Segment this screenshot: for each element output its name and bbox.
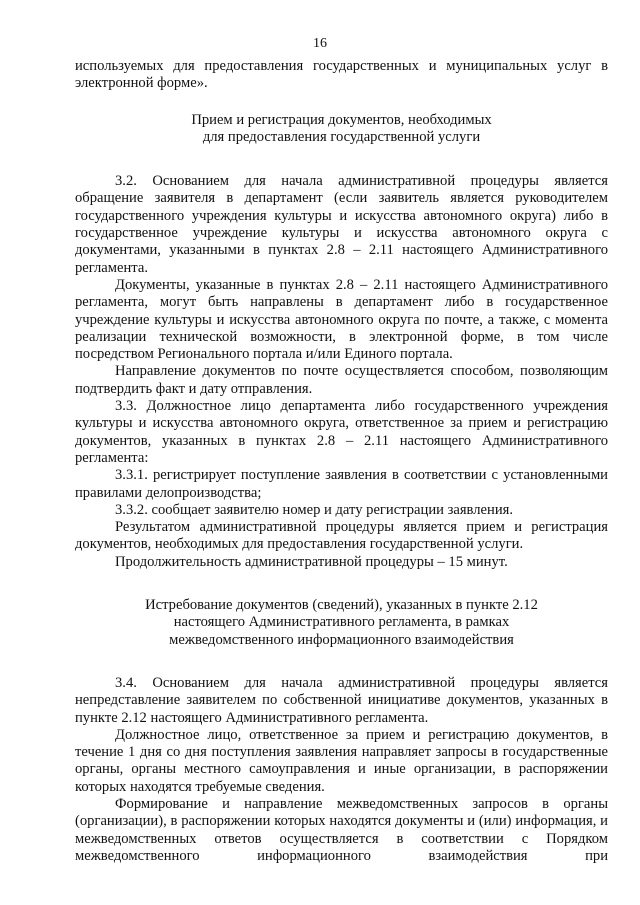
paragraph-documents-sent: Документы, указанные в пунктах 2.8 – 2.11 настоящего Административного регламента, могут быть направлены в департамент либо в государственное учреждение культуры и искусства автономного округа по почте, а также, с момента реализации технической возможности, в электронной форме, в том числе посредством Регионального портала и/или Единого портала. <box>75 276 608 363</box>
paragraph-3-3: 3.3. Должностное лицо департамента либо государственного учреждения культуры и искусства автономного округа, ответственное за прием и регистрацию документов, указанных в пунктах 2.8 – 2.11 настоящего Административного регламента: <box>75 398 608 466</box>
paragraph-3-2: 3.2. Основанием для начала административной процедуры является обращение заявителя в департамент (если заявитель является руководителем государственного учреждения культуры и искусства автономного округа) либо в государственное учреждение культуры и искусства автономного округа с документами, указанными в пунктах 2.8 – 2.11 настоящего Административного регламента. <box>75 173 608 276</box>
page-number: 16 <box>313 36 327 51</box>
section-heading-line: межведомственного информационного взаимодействия <box>169 631 514 648</box>
section-heading-line: для предоставления государственной услуги <box>202 128 481 145</box>
section-heading-line: Истребование документов (сведений), указанных в пункте 2.12 <box>145 597 538 614</box>
paragraph-3-4: 3.4. Основанием для начала административной процедуры является непредставление заявителем по собственной инициативе документов, указанных в пункте 2.12 настоящего Административного регламента. <box>75 674 608 726</box>
section-heading-line: настоящего Административного регламента, в рамках <box>173 614 510 631</box>
section-heading-line: Прием и регистрация документов, необходимых <box>191 111 492 128</box>
paragraph-postal-delivery: Направление документов по почте осуществляется способом, позволяющим подтвердить факт и дату отправления. <box>75 363 608 397</box>
paragraph-interagency-requests: Формирование и направление межведомственных запросов в органы (организации), в распоряжении которых находятся документы и (или) информация, и межведомственных ответов осуществляется в соответствии с Порядком межведомственного информационного взаимодействия при <box>75 795 608 864</box>
section-heading-reception-registration <box>75 112 608 147</box>
paragraph-3-3-2: 3.3.2. сообщает заявителю номер и дату регистрации заявления. <box>115 501 513 518</box>
paragraph-result: Результатом административной процедуры является прием и регистрация документов, необходимых для предоставления государственной услуги. <box>75 519 608 553</box>
paragraph-duration: Продолжительность административной процедуры – 15 минут. <box>115 553 508 570</box>
paragraph-responsible-official: Должностное лицо, ответственное за прием и регистрацию документов, в течение 1 дня со дня поступления заявления направляет запросы в государственные органы, органы местного самоуправления и иные организации, в распоряжении которых находятся требуемые сведения. <box>75 726 608 795</box>
paragraph-3-3-1: 3.3.1. регистрирует поступление заявления в соответствии с установленными правилами делопроизводства; <box>75 467 608 501</box>
section-heading-document-request <box>75 597 608 649</box>
document-body <box>75 58 608 865</box>
intro-continuation-paragraph: используемых для предоставления государственных и муниципальных услуг в электронной форме». <box>75 58 608 92</box>
